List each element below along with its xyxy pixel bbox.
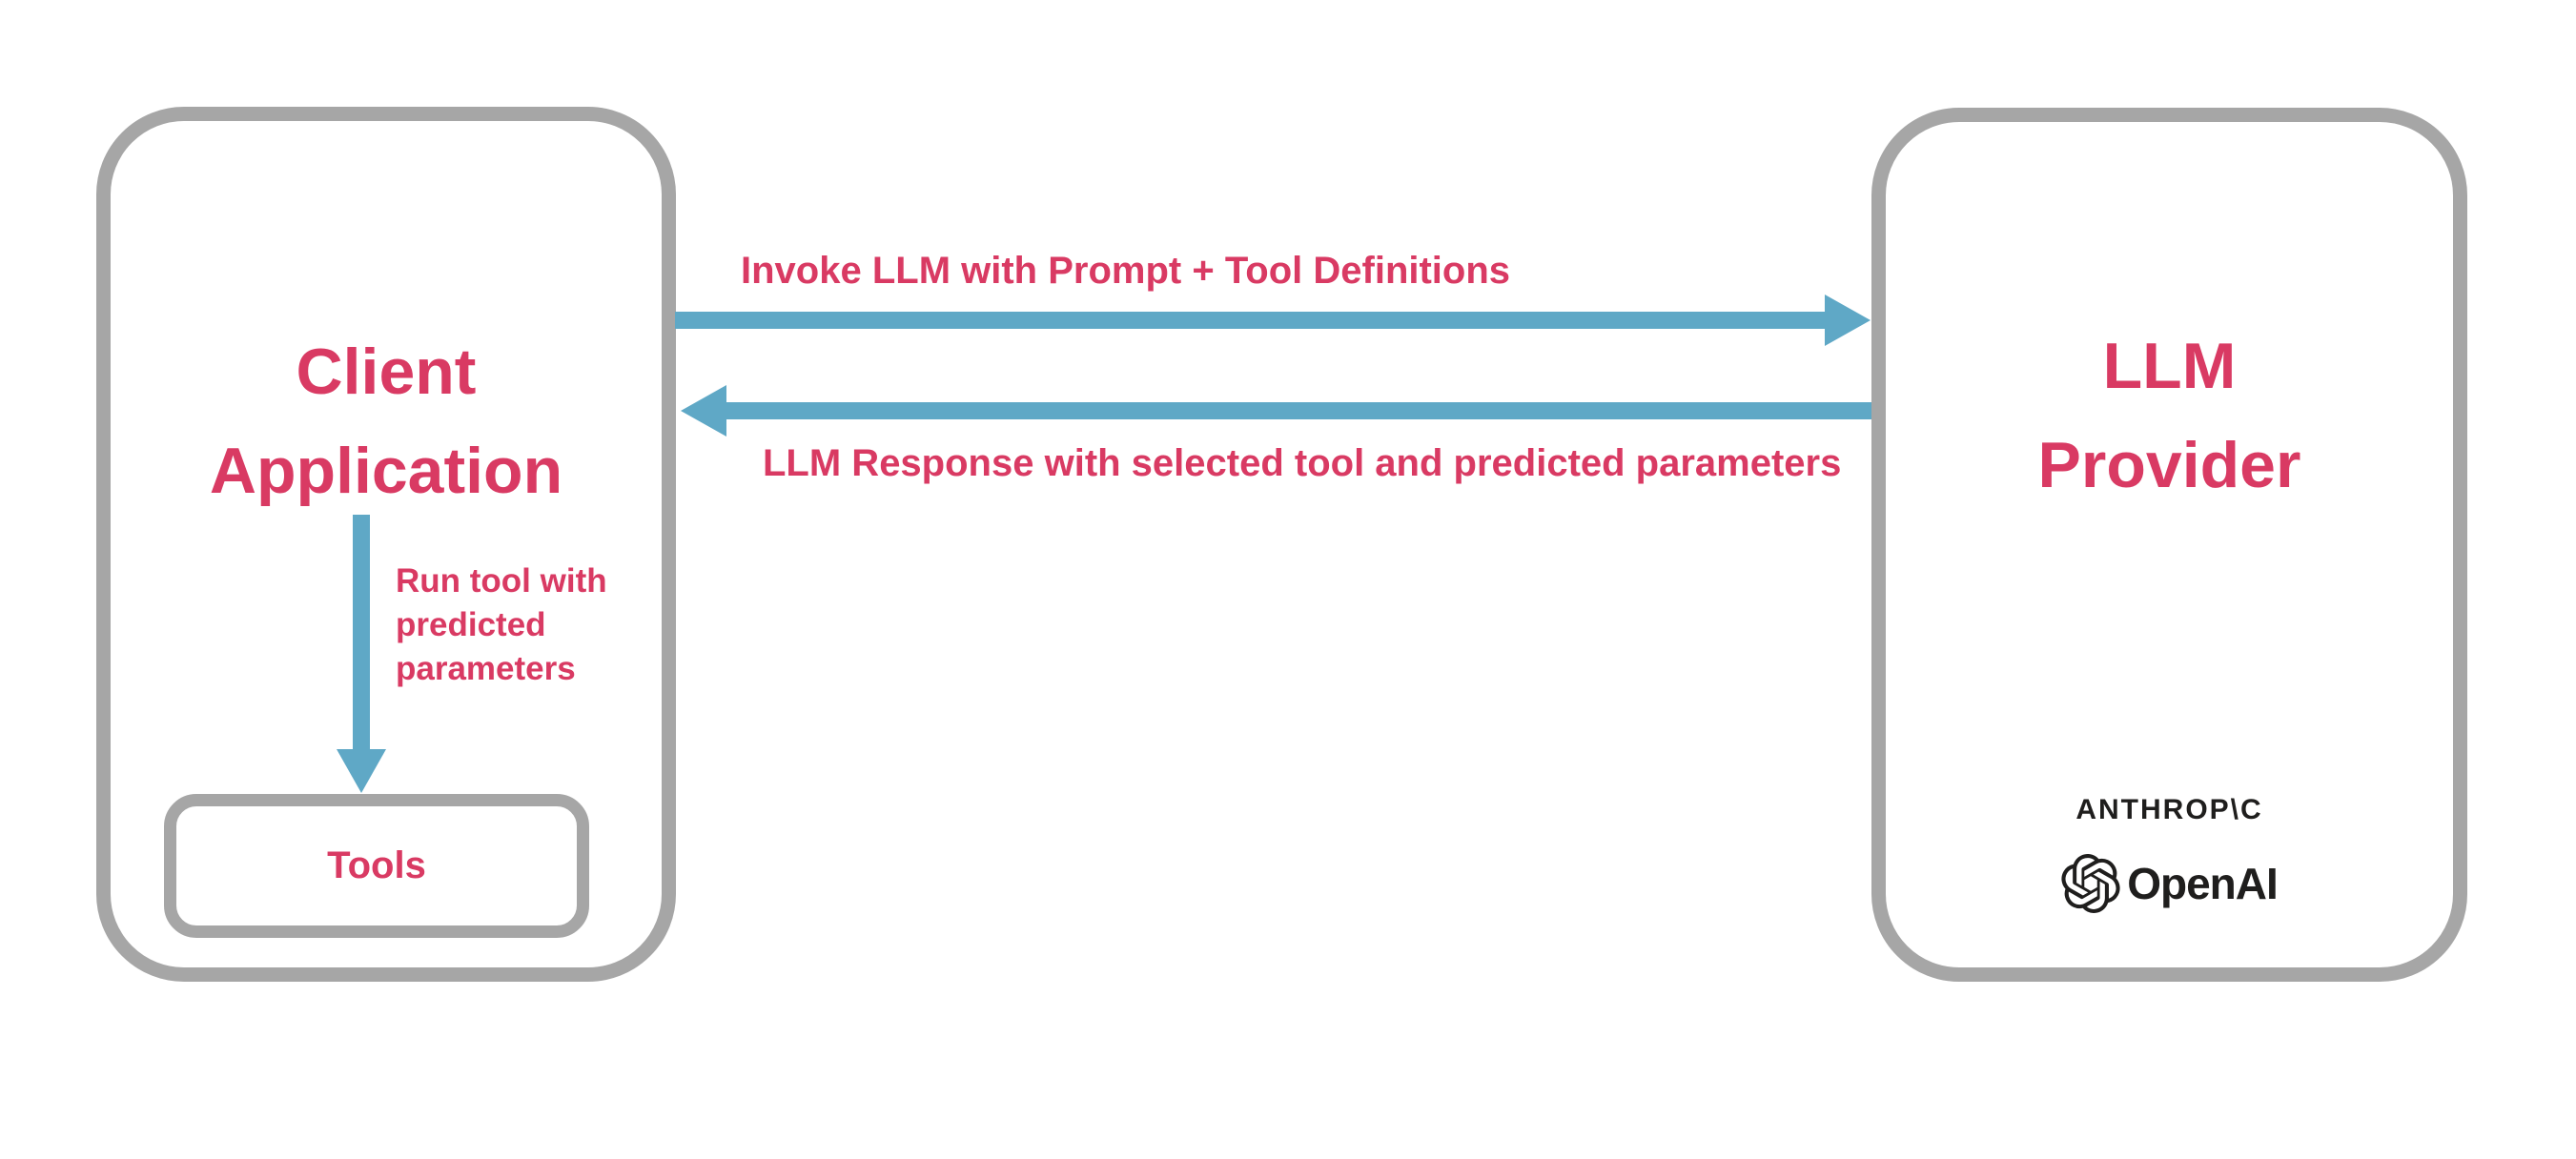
run-tool-arrow-head [337, 749, 386, 793]
openai-wordmark: OpenAI [2127, 859, 2278, 908]
run-tool-arrow-shaft [353, 515, 370, 749]
response-arrow [681, 385, 1871, 437]
request-arrow [675, 295, 1871, 346]
request-arrow-head [1825, 295, 1871, 346]
llm-provider-title [1871, 316, 2467, 515]
response-arrow-label: LLM Response with selected tool and predicted parameters [763, 442, 1842, 484]
run-tool-label [396, 559, 607, 691]
run-tool-label-line-1: Run tool with [396, 562, 607, 600]
openai-icon [2061, 854, 2120, 913]
openai-logo [1871, 854, 2467, 913]
response-arrow-shaft [726, 402, 1871, 419]
llm-title-line-2: Provider [2037, 429, 2301, 501]
tools-box [164, 794, 589, 938]
tools-label: Tools [327, 844, 426, 886]
anthropic-logo: ANTHROP\C [2075, 794, 2263, 825]
request-arrow-shaft [675, 312, 1825, 329]
run-tool-label-line-3: parameters [396, 650, 576, 687]
run-tool-arrow [337, 515, 386, 793]
response-arrow-head [681, 385, 726, 437]
llm-title-line-1: LLM [2102, 330, 2237, 402]
run-tool-label-line-2: predicted [396, 606, 546, 643]
client-application-title [96, 322, 676, 520]
request-arrow-label: Invoke LLM with Prompt + Tool Definitions [741, 250, 1511, 292]
client-title-line-2: Application [209, 435, 563, 507]
client-title-line-1: Client [296, 336, 477, 408]
llm-provider-box [1871, 108, 2467, 982]
